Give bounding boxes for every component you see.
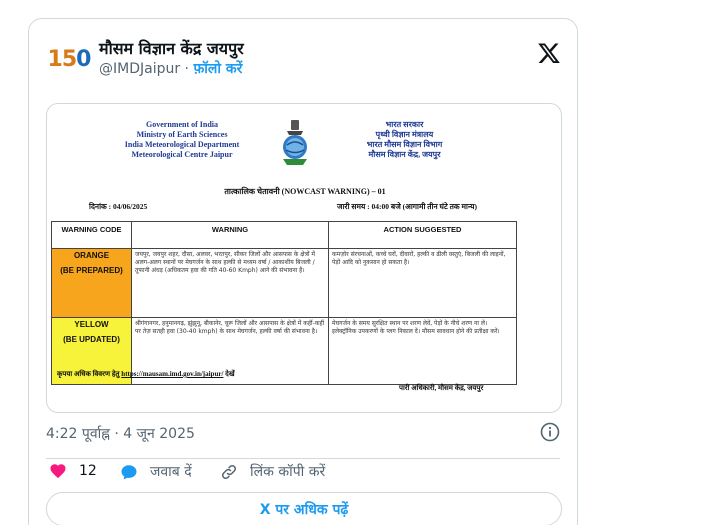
reply-label: जवाब दें [150,464,192,480]
header-action: ACTION SUGGESTED [329,222,517,249]
issue-time: जारी समय : 04:00 बजे (आगामी तीन घंटे तक मान्य) [337,202,478,211]
imd-url: https://mausam.imd.gov.in/jaipur/ [121,370,224,378]
document-title: तात्कालिक चेतावनी (NOWCAST WARNING) – 01 [224,187,386,196]
read-more-on-x-button[interactable]: X पर अधिक पढ़ें [46,492,562,525]
signature: पारी अधिकारी, मौसम केंद्र, जयपुर [399,384,484,392]
warning-text: श्रीगंगानगर, हनुमानगढ़, झुंझुनू, बीकानेर, चूरू जिलों और आसपास के क्षेत्रों में कहीं-कहीं पर तेज़ सतही हवा (30-40 kmph) के साथ मेघगर्जन, हल्की वर्षा की संभावना है। [132,318,329,385]
gov-header-english: Government of India Ministry of Earth Sciences India Meteorological Department Meteorological Centre Jaipur [124,120,240,159]
follow-button[interactable]: फ़ॉलो करें [193,61,243,77]
header-warning: WARNING [132,222,329,249]
nowcast-warning-image[interactable] [46,103,562,413]
avatar[interactable] [47,37,91,81]
heart-icon [49,462,67,480]
imd-emblem-icon [277,119,313,169]
account-name[interactable]: मौसम विज्ञान केंद्र जयपुर [99,39,244,58]
info-icon[interactable] [540,422,560,442]
warning-text: जयपुर, जयपुर शहर, दौसा, अलवर, भरतपुर, सीकर जिलों और आसपास के क्षेत्रों में अलग-अलग स्थानों पर मेघगर्जन के साथ हल्की से मध्यम वर्षा / आकाशीय बिजली / तूफानी अंधड़ (अधिकतम हवा की गति 40-60 Kmph) आने की संभावना है। [132,249,329,318]
avatar-logo-text: 150 [47,46,91,72]
account-handle[interactable]: @IMDJaipur [99,61,181,77]
tweet-header [47,37,559,81]
action-text: कमज़ोर संरचनाओं, कच्चे घरों, दीवारों, हल्की व ढीली वस्तुएं, बिजली की लाइनों, पेड़ों आदि को नुकसान हो सकता है। [329,249,517,318]
header-warning-code: WARNING CODE [52,222,132,249]
table-row [52,249,517,318]
divider [46,458,560,459]
copy-link-label: लिंक कॉपी करें [250,464,326,480]
warning-code-orange: ORANGE (BE PREPARED) [52,249,132,318]
reply-bubble-icon [120,463,138,481]
issue-date: दिनांक : 04/06/2025 [89,202,148,211]
reply-button[interactable] [120,462,192,481]
link-icon [220,463,238,481]
tweet-card [28,18,578,525]
tweet-timestamp[interactable]: 4:22 पूर्वाह्न · 4 जून 2025 [46,426,195,442]
action-text: मेघगर्जन के समय सुरक्षित स्थान पर शरण लेवें, पेड़ों के नीचे शरण ना लें। इलेक्ट्रॉनिक उपकरणों के प्लग निकाल दें। मौसम सावधान होने की प्रतीक्षा करें। [329,318,517,385]
like-count: 12 [79,463,97,479]
x-logo-icon[interactable] [537,41,561,65]
warning-code-yellow: YELLOW (BE UPDATED) [52,318,132,385]
tweet-actions [47,462,567,484]
like-button[interactable] [49,462,97,480]
account-subline: @IMDJaipur · फ़ॉलो करें [99,61,243,77]
gov-header-hindi: भारत सरकार पृथ्वी विज्ञान मंत्रालय भारत मौसम विज्ञान विभाग मौसम विज्ञान केंद्र, जयपुर [366,120,443,159]
warning-table [51,221,517,385]
copy-link-button[interactable] [220,462,325,481]
details-link-line: कृपया अधिक विवरण हेतु https://mausam.imd.gov.in/jaipur/ देखें [57,370,235,378]
